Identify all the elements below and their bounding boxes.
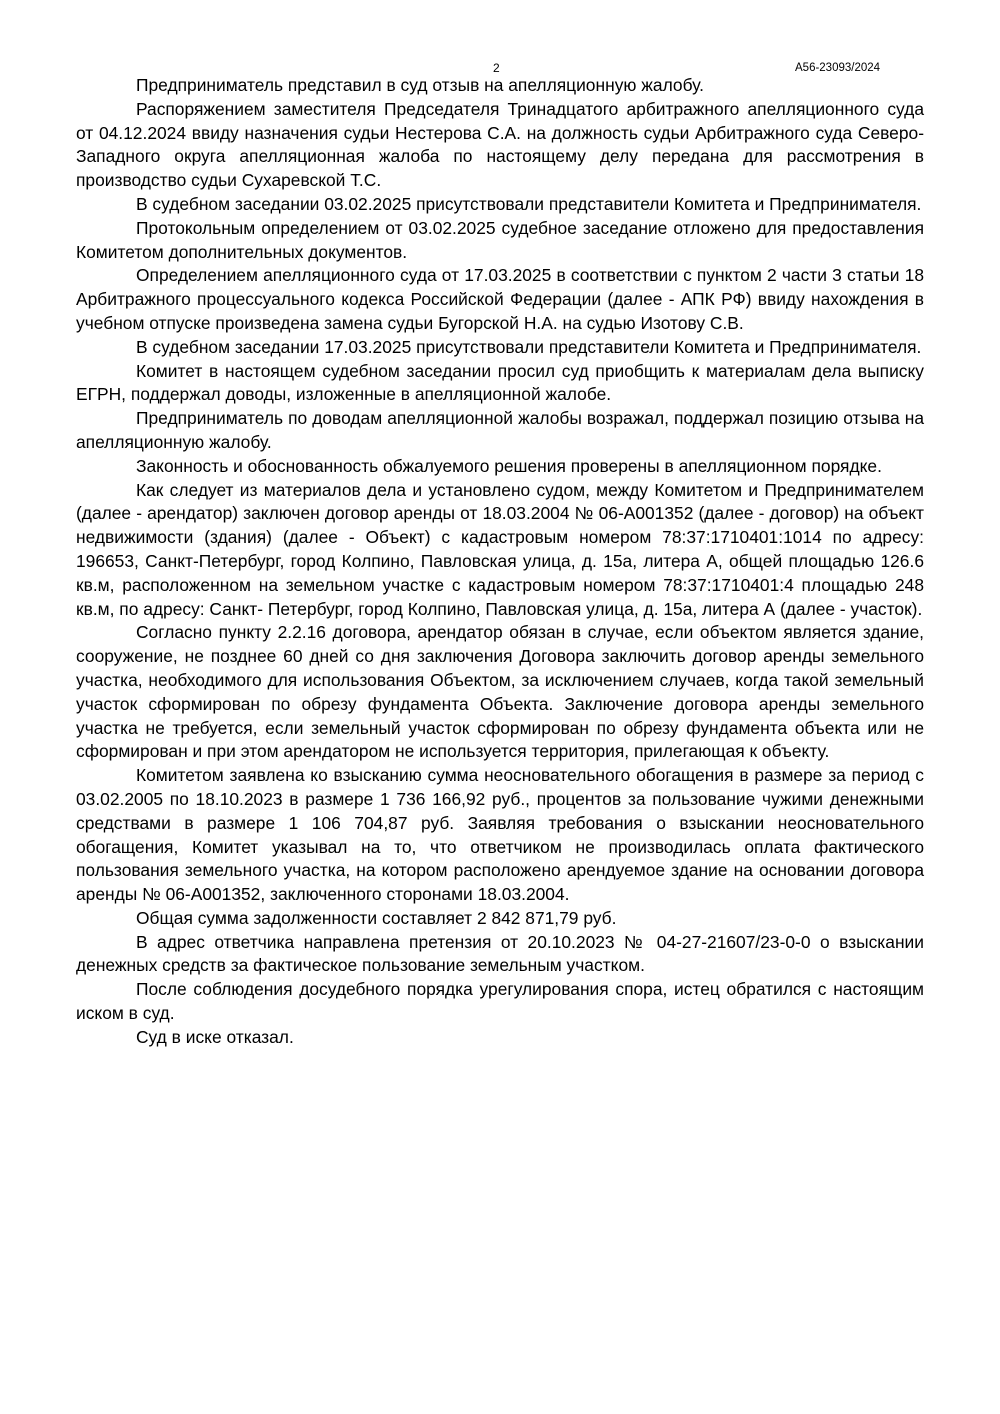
paragraph: Законность и обоснованность обжалуемого решения проверены в апелляционном порядке.: [136, 455, 882, 476]
case-number: А56-23093/2024: [795, 62, 881, 74]
paragraph: Предприниматель по доводам апелляционной жалобы возражал, поддержал позицию отзыва на апелляционную жалобу.: [76, 408, 924, 452]
paragraph: Протокольным определением от 03.02.2025 судебное заседание отложено для предоставления Комитетом дополнительных документов.: [76, 217, 924, 262]
paragraph: Общая сумма задолженности составляет 2 842 871,79 руб.: [136, 907, 617, 928]
paragraph: Комитетом заявлена ко взысканию сумма неосновательного обогащения в размере за период с 03.02.2005 по 18.10.2023 в размере 1 736 166,92 руб., процентов за пользование чужими денежными средствами в размере 1 106 704,87 руб. Заявляя требования о взыскании неосновательного обогащения, Комитет указывал на то, что ответчиком не производилась оплата фактического пользования земельного участка, на котором расположено арендуемое здание на основании договора аренды № 06-А001352, заключенного сторонами 18.03.2004.: [76, 765, 924, 905]
paragraph: В судебном заседании 03.02.2025 присутствовали представители Комитета и Предпринимателя.: [136, 193, 922, 214]
paragraph: В судебном заседании 17.03.2025 присутствовали представители Комитета и Предпринимателя.: [136, 336, 922, 357]
paragraph: Как следует из материалов дела и установлено судом, между Комитетом и Предпринимателем (далее - арендатор) заключен договор аренды от 18.03.2004 № 06-А001352 (далее - договор) на объект недвижимости (здания) (далее - Объект) с кадастровым номером 78:37:1710401:1014 по адресу: 196653, Санкт-Петербург, город Колпино, Павловская улица, д. 15а, литера А, общей площадью 126.6 кв.м, расположенном на земельном участке с кадастровым номером 78:37:1710401:4 площадью 248 кв.м, по адресу: Санкт- Петербург, город Колпино, Павловская улица, д. 15а, литера А (далее - участок).: [76, 479, 924, 619]
paragraph: В адрес ответчика направлена претензия от 20.10.2023 № 04-27-21607/23-0-0 о взыскании денежных средств за фактическое пользование земельным участком.: [76, 931, 924, 976]
page-number: 2: [493, 61, 500, 75]
paragraph: Предприниматель представил в суд отзыв на апелляционную жалобу.: [136, 75, 704, 95]
paragraph: После соблюдения досудебного порядка урегулирования спора, истец обратился с настоящим иском в суд.: [76, 979, 924, 1024]
document-body: [76, 74, 924, 1050]
paragraph: Определением апелляционного суда от 17.03.2025 в соответствии с пунктом 2 части 3 статьи 18 Арбитражного процессуального кодекса Российской Федерации (далее - АПК РФ) ввиду нахождения в учебном отпуске произведена замена судьи Бугорской Н.А. на судью Изотову С.В.: [76, 265, 924, 333]
paragraph: Суд в иске отказал.: [136, 1026, 294, 1047]
paragraph: Распоряжением заместителя Председателя Тринадцатого арбитражного апелляционного суда от 04.12.2024 ввиду назначения судьи Нестерова С.А. на должность судьи Арбитражного суда Северо-Западного округа апелляционная жалоба по настоящему делу передана для рассмотрения в производство судьи Сухаревской Т.С.: [76, 98, 924, 191]
paragraph: Согласно пункту 2.2.16 договора, арендатор обязан в случае, если объектом является здание, сооружение, не позднее 60 дней со дня заключения Договора заключить договор аренды земельного участка, необходимого для использования Объектом, за исключением случаев, когда такой земельный участок сформирован по обрезу фундамента Объекта. Заключение договора аренды земельного участка не требуется, если земельный участок сформирован по обрезу фундамента объекта или не сформирован и при этом арендатором не используется территория, прилегающая к объекту.: [76, 622, 924, 762]
paragraph: Комитет в настоящем судебном заседании просил суд приобщить к материалам дела выписку ЕГРН, поддержал доводы, изложенные в апелляционной жалобе.: [76, 360, 924, 405]
